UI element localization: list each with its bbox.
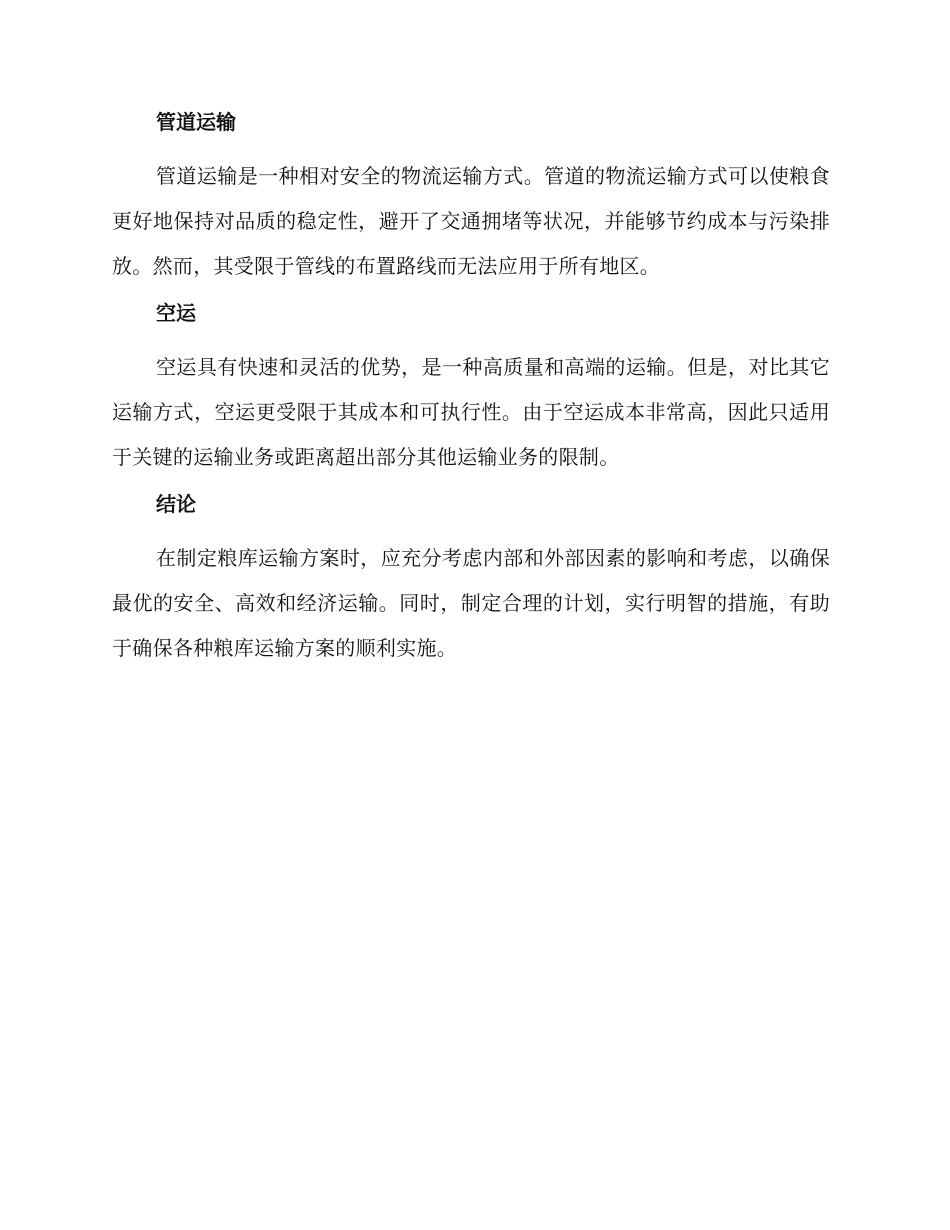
document-page (112, 108, 830, 681)
section-heading: 空运 (156, 301, 196, 325)
section-heading: 结论 (156, 492, 196, 516)
section-paragraph: 管道运输是一种相对安全的物流运输方式。管道的物流运输方式可以使粮食更好地保持对品质的稳定性，避开了交通拥堵等状况，并能够节约成本与污染排放。然而，其受限于管线的布置路线而无法应用于所有地区。 (112, 164, 830, 278)
section-air-transport (112, 299, 830, 480)
section-paragraph: 在制定粮库运输方案时，应充分考虑内部和外部因素的影响和考虑，以确保最优的安全、高效和经济运输。同时，制定合理的计划，实行明智的措施，有助于确保各种粮库运输方案的顺利实施。 (112, 546, 830, 660)
section-pipeline-transport (112, 108, 830, 289)
section-heading: 管道运输 (156, 110, 236, 134)
section-conclusion (112, 490, 830, 671)
section-paragraph: 空运具有快速和灵活的优势，是一种高质量和高端的运输。但是，对比其它运输方式，空运更受限于其成本和可执行性。由于空运成本非常高，因此只适用于关键的运输业务或距离超出部分其他运输业务的限制。 (112, 355, 830, 469)
